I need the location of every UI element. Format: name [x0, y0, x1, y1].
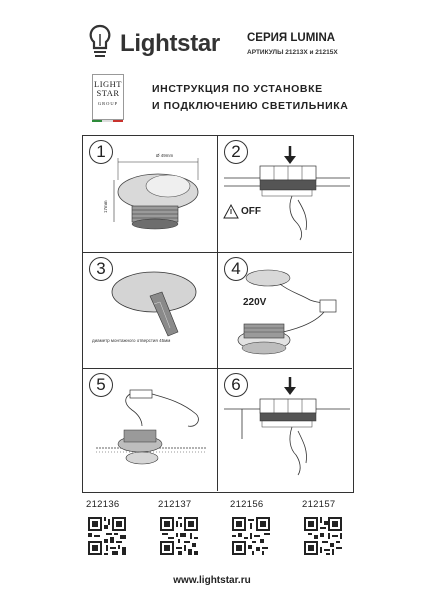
qr-code-icon	[232, 517, 270, 555]
power-on-wiring-drawing	[222, 375, 352, 485]
step-number-4: 4	[224, 257, 248, 281]
lightstar-group-badge: LIGHT STAR GROUP	[92, 74, 124, 120]
grid-vertical-divider	[217, 135, 218, 491]
product-code: 212136	[86, 499, 120, 510]
dimension-width-label: Ø 49mm	[156, 153, 174, 158]
website-link[interactable]: www.lightstar.ru	[173, 575, 251, 586]
article-numbers: АРТИКУЛЫ 21213X и 21215X	[247, 49, 338, 56]
qr-code-icon	[160, 517, 198, 555]
grid-row-divider	[82, 368, 352, 369]
step-number-1: 1	[89, 140, 113, 164]
lightstar-bulb-logo-icon	[85, 22, 115, 64]
power-off-label: OFF	[241, 206, 261, 217]
mounting-hole-drawing	[108, 262, 208, 342]
qr-code-icon	[304, 517, 342, 555]
step-number-3: 3	[89, 257, 113, 281]
power-off-wiring-drawing	[222, 140, 352, 245]
product-code: 212156	[230, 499, 264, 510]
lamp-dimensions-drawing	[110, 150, 210, 240]
connect-220v-drawing	[222, 262, 352, 367]
step-number-6: 6	[224, 373, 248, 397]
dimension-height-label: 17mm	[103, 200, 108, 213]
step-number-2: 2	[224, 140, 248, 164]
voltage-label: 220V	[243, 297, 267, 308]
brand-name: Lightstar	[120, 30, 220, 57]
italian-flag-stripe	[92, 120, 123, 122]
product-code: 212157	[302, 499, 336, 510]
mounting-hole-caption: диаметр монтажного отверстия 45мм	[92, 338, 171, 343]
page-title: ИНСТРУКЦИЯ ПО УСТАНОВКЕ И ПОДКЛЮЧЕНИЮ СВЕТИЛЬНИКА	[152, 83, 349, 112]
product-code: 212137	[158, 499, 192, 510]
qr-code-icon	[88, 517, 126, 555]
grid-row-divider	[82, 252, 352, 253]
step-number-5: 5	[89, 373, 113, 397]
series-title: СЕРИЯ LUMINA	[247, 32, 336, 44]
insert-into-ceiling-drawing	[86, 378, 214, 486]
